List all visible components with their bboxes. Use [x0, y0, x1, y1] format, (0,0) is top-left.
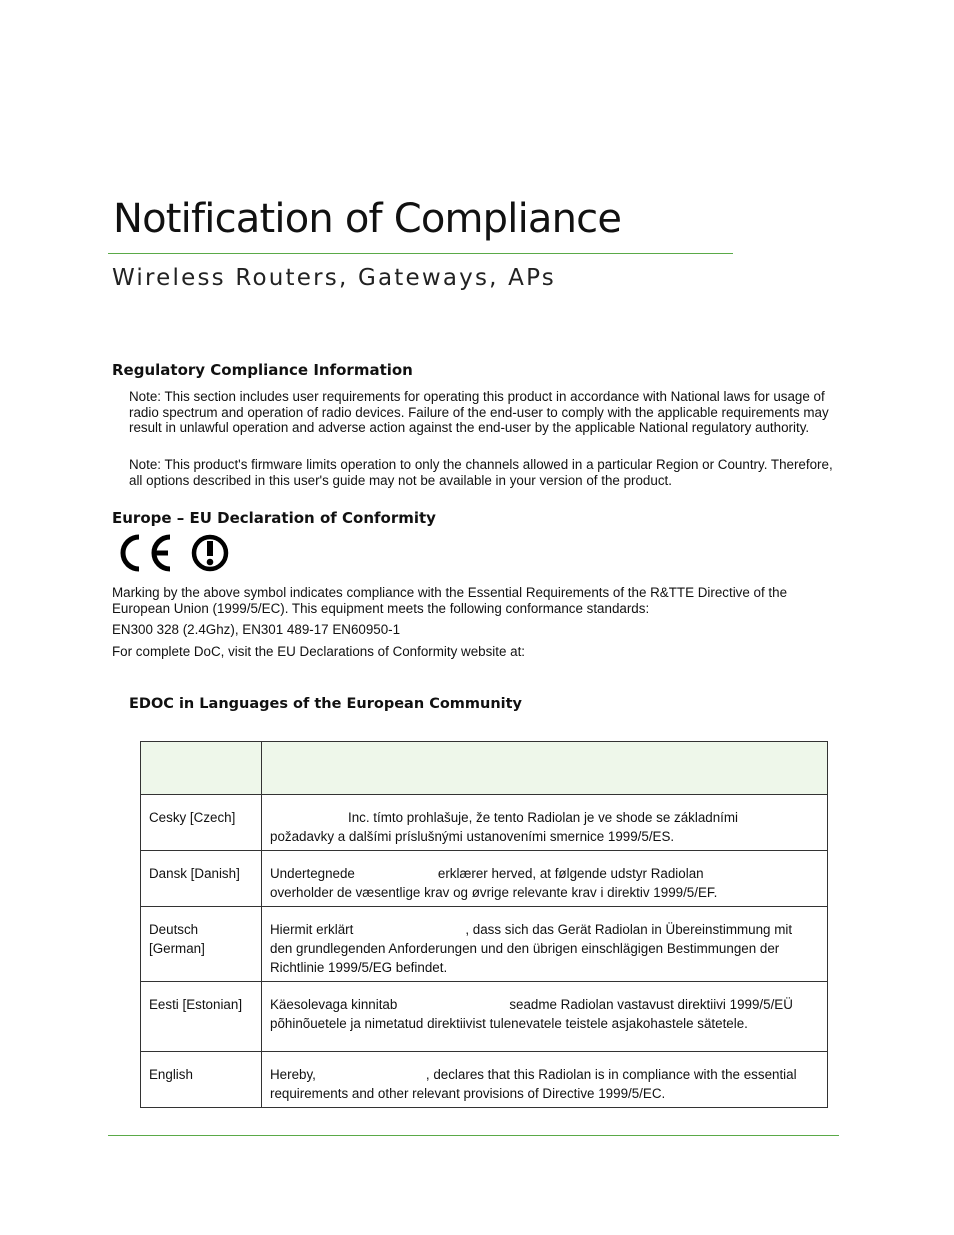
declaration-text: , dass sich das Gerät Radiolan in Übereinstimmung mit — [465, 922, 793, 937]
ce-mark-icon — [123, 537, 170, 569]
header-cell-declaration — [262, 742, 828, 795]
title-divider — [108, 253, 733, 254]
language-cell: English — [141, 1052, 262, 1108]
footer-divider — [108, 1135, 839, 1136]
regulatory-note-2: Note: This product's firmware limits operation to only the channels allowed in a particular Region or Country. Therefore, all options described in this user's guide may not be available in your version of the product. — [129, 457, 833, 488]
language-cell: Dansk [Danish] — [141, 851, 262, 907]
declaration-text: Inc. tímto prohlašuje, že tento Radiolan je ve shode se základními — [348, 810, 739, 825]
declaration-text: Hereby, — [270, 1067, 316, 1082]
marking-paragraph: Marking by the above symbol indicates compliance with the Essential Requirements of the R&TTE Directive of the European Union (1999/5/EC). This equipment meets the following conformance standards: — [112, 585, 788, 616]
declaration-cell — [262, 795, 828, 851]
europe-heading: Europe – EU Declaration of Conformity — [112, 509, 436, 527]
table-row — [141, 851, 828, 907]
table-row — [141, 907, 828, 982]
declaration-text: requirements and other relevant provisions of Directive 1999/5/EC. — [270, 1086, 666, 1101]
declaration-text: požadavky a dalšími príslušnými ustanoveními smernice 1999/5/ES. — [270, 829, 675, 844]
conformance-standards: EN300 328 (2.4Ghz), EN301 489-17 EN60950-1 — [112, 622, 401, 637]
declaration-text: overholder de væsentlige krav og øvrige relevante krav i direktiv 1999/5/EF. — [270, 885, 718, 900]
declaration-text: Undertegnede — [270, 866, 355, 881]
page-subtitle: Wireless Routers, Gateways, APs — [112, 265, 556, 291]
declaration-text: põhinõuetele ja nimetatud direktiivist tulenevatele teistele asjakohastele sätetele. — [270, 1016, 748, 1031]
declaration-text: seadme Radiolan vastavust direktiivi 1999/5/EÜ — [509, 997, 793, 1012]
table-row — [141, 795, 828, 851]
declaration-text: Käesolevaga kinnitab — [270, 997, 398, 1012]
edoc-table — [140, 741, 828, 1108]
language-cell: Eesti [Estonian] — [141, 982, 262, 1052]
regulatory-heading: Regulatory Compliance Information — [112, 361, 413, 379]
regulatory-note-1: Note: This section includes user requirements for operating this product in accordance with National laws for usage of radio spectrum and operation of radio devices. Failure of the end-user to comply with the applicable requirements may result in unlawful operation and adverse action against the end-user by the applicable National regulatory authority. — [129, 389, 829, 436]
declaration-text: , declares that this Radiolan is in compliance with the essential — [425, 1067, 797, 1082]
language-cell: Cesky [Czech] — [141, 795, 262, 851]
table-row — [141, 1052, 828, 1108]
declaration-text: Hiermit erklärt — [270, 922, 354, 937]
alert-class2-icon — [194, 537, 226, 569]
edoc-heading: EDOC in Languages of the European Community — [129, 696, 523, 712]
declaration-cell — [262, 851, 828, 907]
header-cell-language — [141, 742, 262, 795]
declaration-text: erklærer herved, at følgende udstyr Radiolan — [437, 866, 704, 881]
table-header-row — [141, 742, 828, 795]
declaration-text: den grundlegenden Anforderungen und den übrigen einschlägigen Bestimmungen der Richtlinie 1999/5/EG befindet. — [270, 941, 780, 975]
declaration-cell — [262, 982, 828, 1052]
declaration-cell — [262, 907, 828, 982]
doc-website-text: For complete DoC, visit the EU Declarations of Conformity website at: — [112, 644, 526, 659]
ce-marks — [112, 531, 232, 575]
page-title: Notification of Compliance — [113, 196, 622, 242]
table-row — [141, 982, 828, 1052]
language-cell: Deutsch [German] — [141, 907, 262, 982]
declaration-cell — [262, 1052, 828, 1108]
